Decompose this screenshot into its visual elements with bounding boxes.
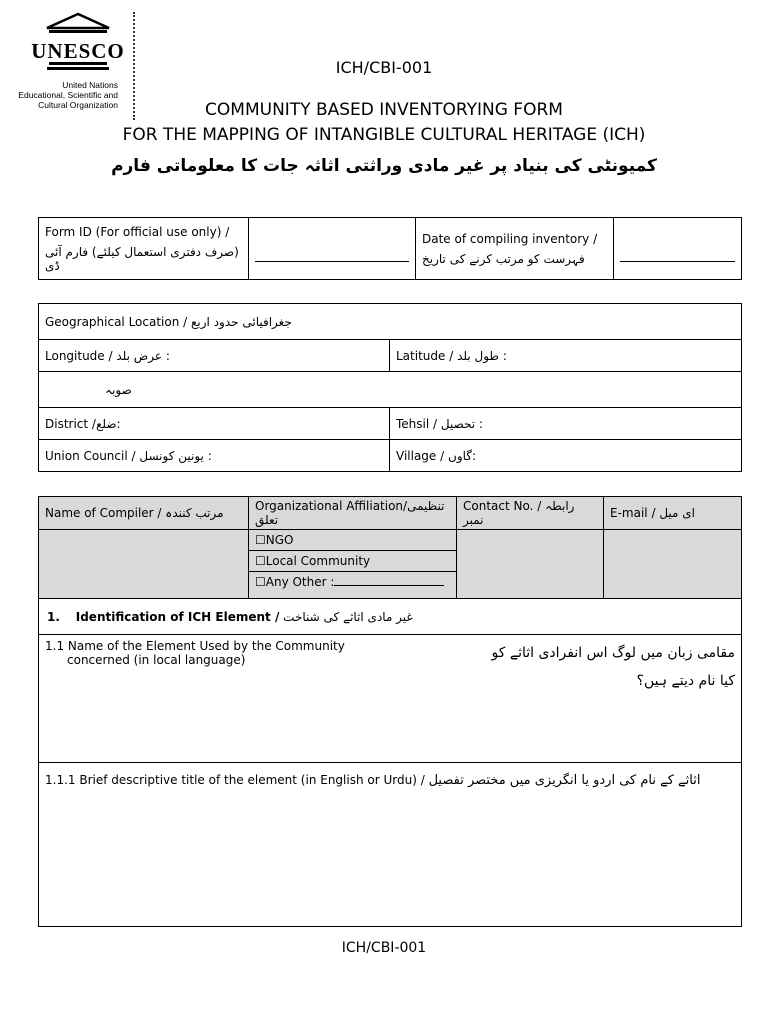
ngo-checkbox[interactable]: ☐NGO <box>249 530 456 551</box>
q111-descriptive-title[interactable]: 1.1.1 Brief descriptive title of the element (in English or Urdu) / اثاثے کے نام کی اردو یا انگریزی میں مختصر تفصیل <box>39 763 742 927</box>
form-id-table <box>38 217 742 280</box>
unesco-wordmark: UNESCO <box>31 39 125 63</box>
email-header: E-mail / ای میل <box>604 497 742 530</box>
compiler-table <box>38 496 742 927</box>
location-table <box>38 303 742 472</box>
any-other-checkbox[interactable]: ☐Any Other : <box>249 572 456 592</box>
date-compiling-field[interactable] <box>614 218 742 280</box>
village-field[interactable]: Village / گاوں: <box>390 440 742 472</box>
province-field[interactable]: صوبہ <box>39 372 742 408</box>
compiler-name-header: Name of Compiler / مرتب کنندہ <box>39 497 249 530</box>
longitude-field[interactable]: Longitude / عرض بلد : <box>39 340 390 372</box>
q11-element-name[interactable]: 1.1 Name of the Element Used by the Community concerned (in local language) مقامی زبان میں لوگ اس انفرادی اثاثے کو کیا نام دیتے ہیں؟ <box>39 635 742 763</box>
contact-header: Contact No. / رابطہ نمبر <box>457 497 604 530</box>
date-compiling-label: Date of compiling inventory / فہرست کو مرتب کرنے کی تاریخ <box>416 218 614 280</box>
form-code: ICH/CBI-001 <box>335 58 433 77</box>
section1-header: 1. Identification of ICH Element / غیر مادی اثاثے کی شناخت <box>39 599 742 635</box>
form-title-line1: COMMUNITY BASED INVENTORYING FORM <box>205 100 563 120</box>
tehsil-field[interactable]: Tehsil / تحصیل : <box>390 408 742 440</box>
latitude-field[interactable]: Latitude / طول بلد : <box>390 340 742 372</box>
form-id-field[interactable] <box>249 218 416 280</box>
unesco-org-name: United Nations Educational, Scientific and Cultural Organization <box>18 80 118 110</box>
form-title-urdu: کمیونٹی کی بنیاد پر غیر مادی وراثتی اثاثہ جات کا معلوماتی فارم <box>111 156 657 176</box>
affiliation-options <box>249 530 457 599</box>
union-council-field[interactable]: Union Council / یونین کونسل : <box>39 440 390 472</box>
compiler-name-field[interactable] <box>39 530 249 599</box>
email-field[interactable] <box>604 530 742 599</box>
local-community-checkbox[interactable]: ☐Local Community <box>249 551 456 572</box>
geo-location-header: Geographical Location / جغرافیائی حدود اربع <box>39 304 742 340</box>
district-field[interactable]: District /ضلع: <box>39 408 390 440</box>
footer-form-code: ICH/CBI-001 <box>341 940 427 956</box>
contact-field[interactable] <box>457 530 604 599</box>
affiliation-header: Organizational Affiliation/تنظیمی تعلق <box>249 497 457 530</box>
form-id-label: Form ID (For official use only) / (صرف دفتری استعمال کیلئے) فارم آئی ڈی <box>39 218 249 280</box>
form-title-line2: FOR THE MAPPING OF INTANGIBLE CULTURAL HERITAGE (ICH) <box>122 125 646 145</box>
